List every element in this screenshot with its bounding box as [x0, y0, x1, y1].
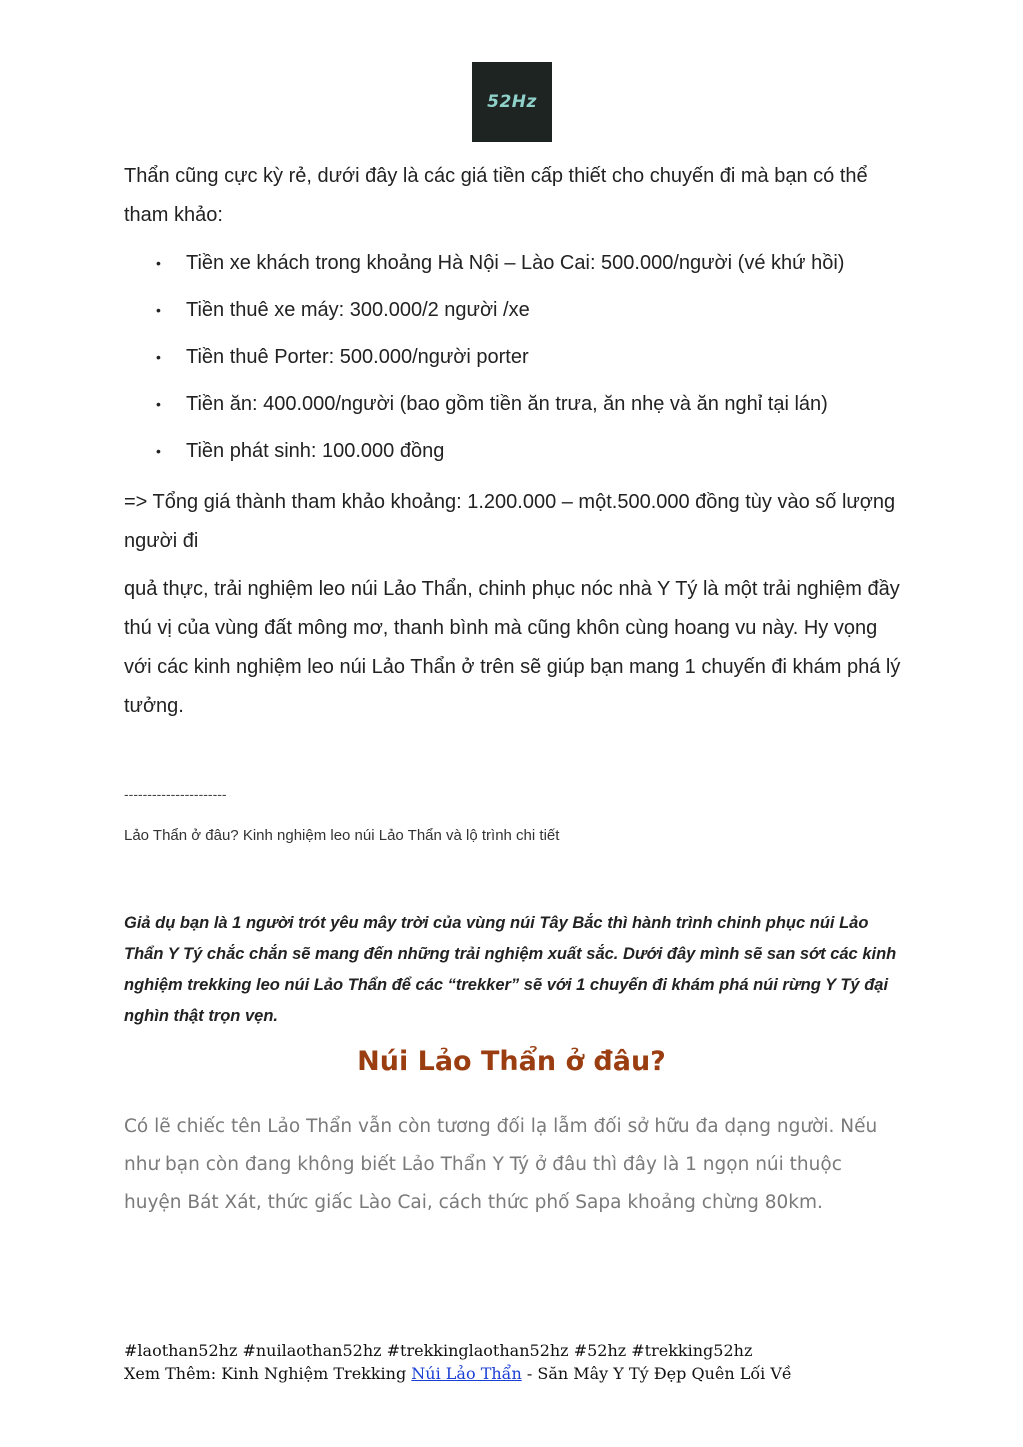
see-more-link[interactable]: Núi Lảo Thẩn [411, 1364, 522, 1383]
section-answer-paragraph: Có lẽ chiếc tên Lảo Thẩn vẫn còn tương đối lạ lẫm đối sở hữu đa dạng người. Nếu như bạn còn đang không biết Lảo Thẩn Y Tý ở đâu thì đây là 1 ngọn núi thuộc huyện Bát Xát, thức giấc Lào Cai, cách thức phố Sapa khoảng chừng 80km. [124, 1116, 878, 1213]
list-item-text: Tiền thuê xe máy: 300.000/2 người /xe [186, 299, 530, 321]
list-item [124, 338, 924, 385]
site-logo [472, 62, 552, 142]
total-cost-paragraph: => Tổng giá thành tham khảo khoảng: 1.200.000 – một.500.000 đồng tùy vào số lượng người đi [124, 491, 896, 552]
bullet-icon: • [156, 255, 161, 271]
list-item-text: Tiền ăn: 400.000/người (bao gồm tiền ăn trưa, ăn nhẹ và ăn nghỉ tại lán) [186, 393, 828, 415]
list-item [124, 244, 924, 291]
bullet-icon: • [156, 349, 161, 365]
divider-line: ---------------------- [124, 786, 227, 802]
list-item [124, 291, 924, 338]
list-item [124, 385, 924, 432]
cost-list [124, 244, 924, 479]
conclusion-paragraph: quả thực, trải nghiệm leo núi Lảo Thẩn, chinh phục nóc nhà Y Tý là một trải nghiệm đầy thú vị của vùng đất mông mơ, thanh bình mà cũng khôn cùng hoang vu này. Hy vọng với các kinh nghiệm leo núi Lảo Thẩn ở trên sẽ giúp bạn mang 1 chuyến đi khám phá lý tưởng. [124, 578, 901, 717]
bullet-icon: • [156, 302, 161, 318]
footer-hashtags: #laothan52hz #nuilaothan52hz #trekkinglaothan52hz #52hz #trekking52hz [124, 1341, 753, 1360]
list-item-text: Tiền phát sinh: 100.000 đồng [186, 440, 445, 462]
cost-intro-paragraph: Thẩn cũng cực kỳ rẻ, dưới đây là các giá tiền cấp thiết cho chuyến đi mà bạn có thể tham khảo: [124, 165, 868, 226]
section-heading: Núi Lảo Thẩn ở đâu? [357, 1046, 666, 1077]
list-item-text: Tiền xe khách trong khoảng Hà Nội – Lào Cai: 500.000/người (vé khứ hồi) [186, 252, 845, 274]
article-subtitle: Lảo Thẩn ở đâu? Kinh nghiệm leo núi Lảo Thẩn và lộ trình chi tiết [124, 827, 560, 844]
page-footer [124, 1339, 944, 1385]
see-more-prefix: Xem Thêm: Kinh Nghiệm Trekking [124, 1364, 412, 1383]
list-item-text: Tiền thuê Porter: 500.000/người porter [186, 346, 529, 368]
logo-text: 52Hz [487, 92, 537, 112]
article-intro: Giả dụ bạn là 1 người trót yêu mây trời của vùng núi Tây Bắc thì hành trình chinh phục núi Lảo Thẩn Y Tý chắc chắn sẽ mang đến những trải nghiệm xuất sắc. Dưới đây mình sẽ san sớt các kinh nghiệm trekking leo núi Lảo Thẩn để các “trekker” sẽ với 1 chuyến đi khám phá núi rừng Y Tý đại nghìn thật trọn vẹn. [124, 914, 897, 1025]
footer-see-more [124, 1362, 944, 1385]
see-more-suffix: - Săn Mây Y Tý Đẹp Quên Lối Về [521, 1364, 792, 1383]
list-item [124, 432, 924, 479]
bullet-icon: • [156, 443, 161, 459]
bullet-icon: • [156, 396, 161, 412]
